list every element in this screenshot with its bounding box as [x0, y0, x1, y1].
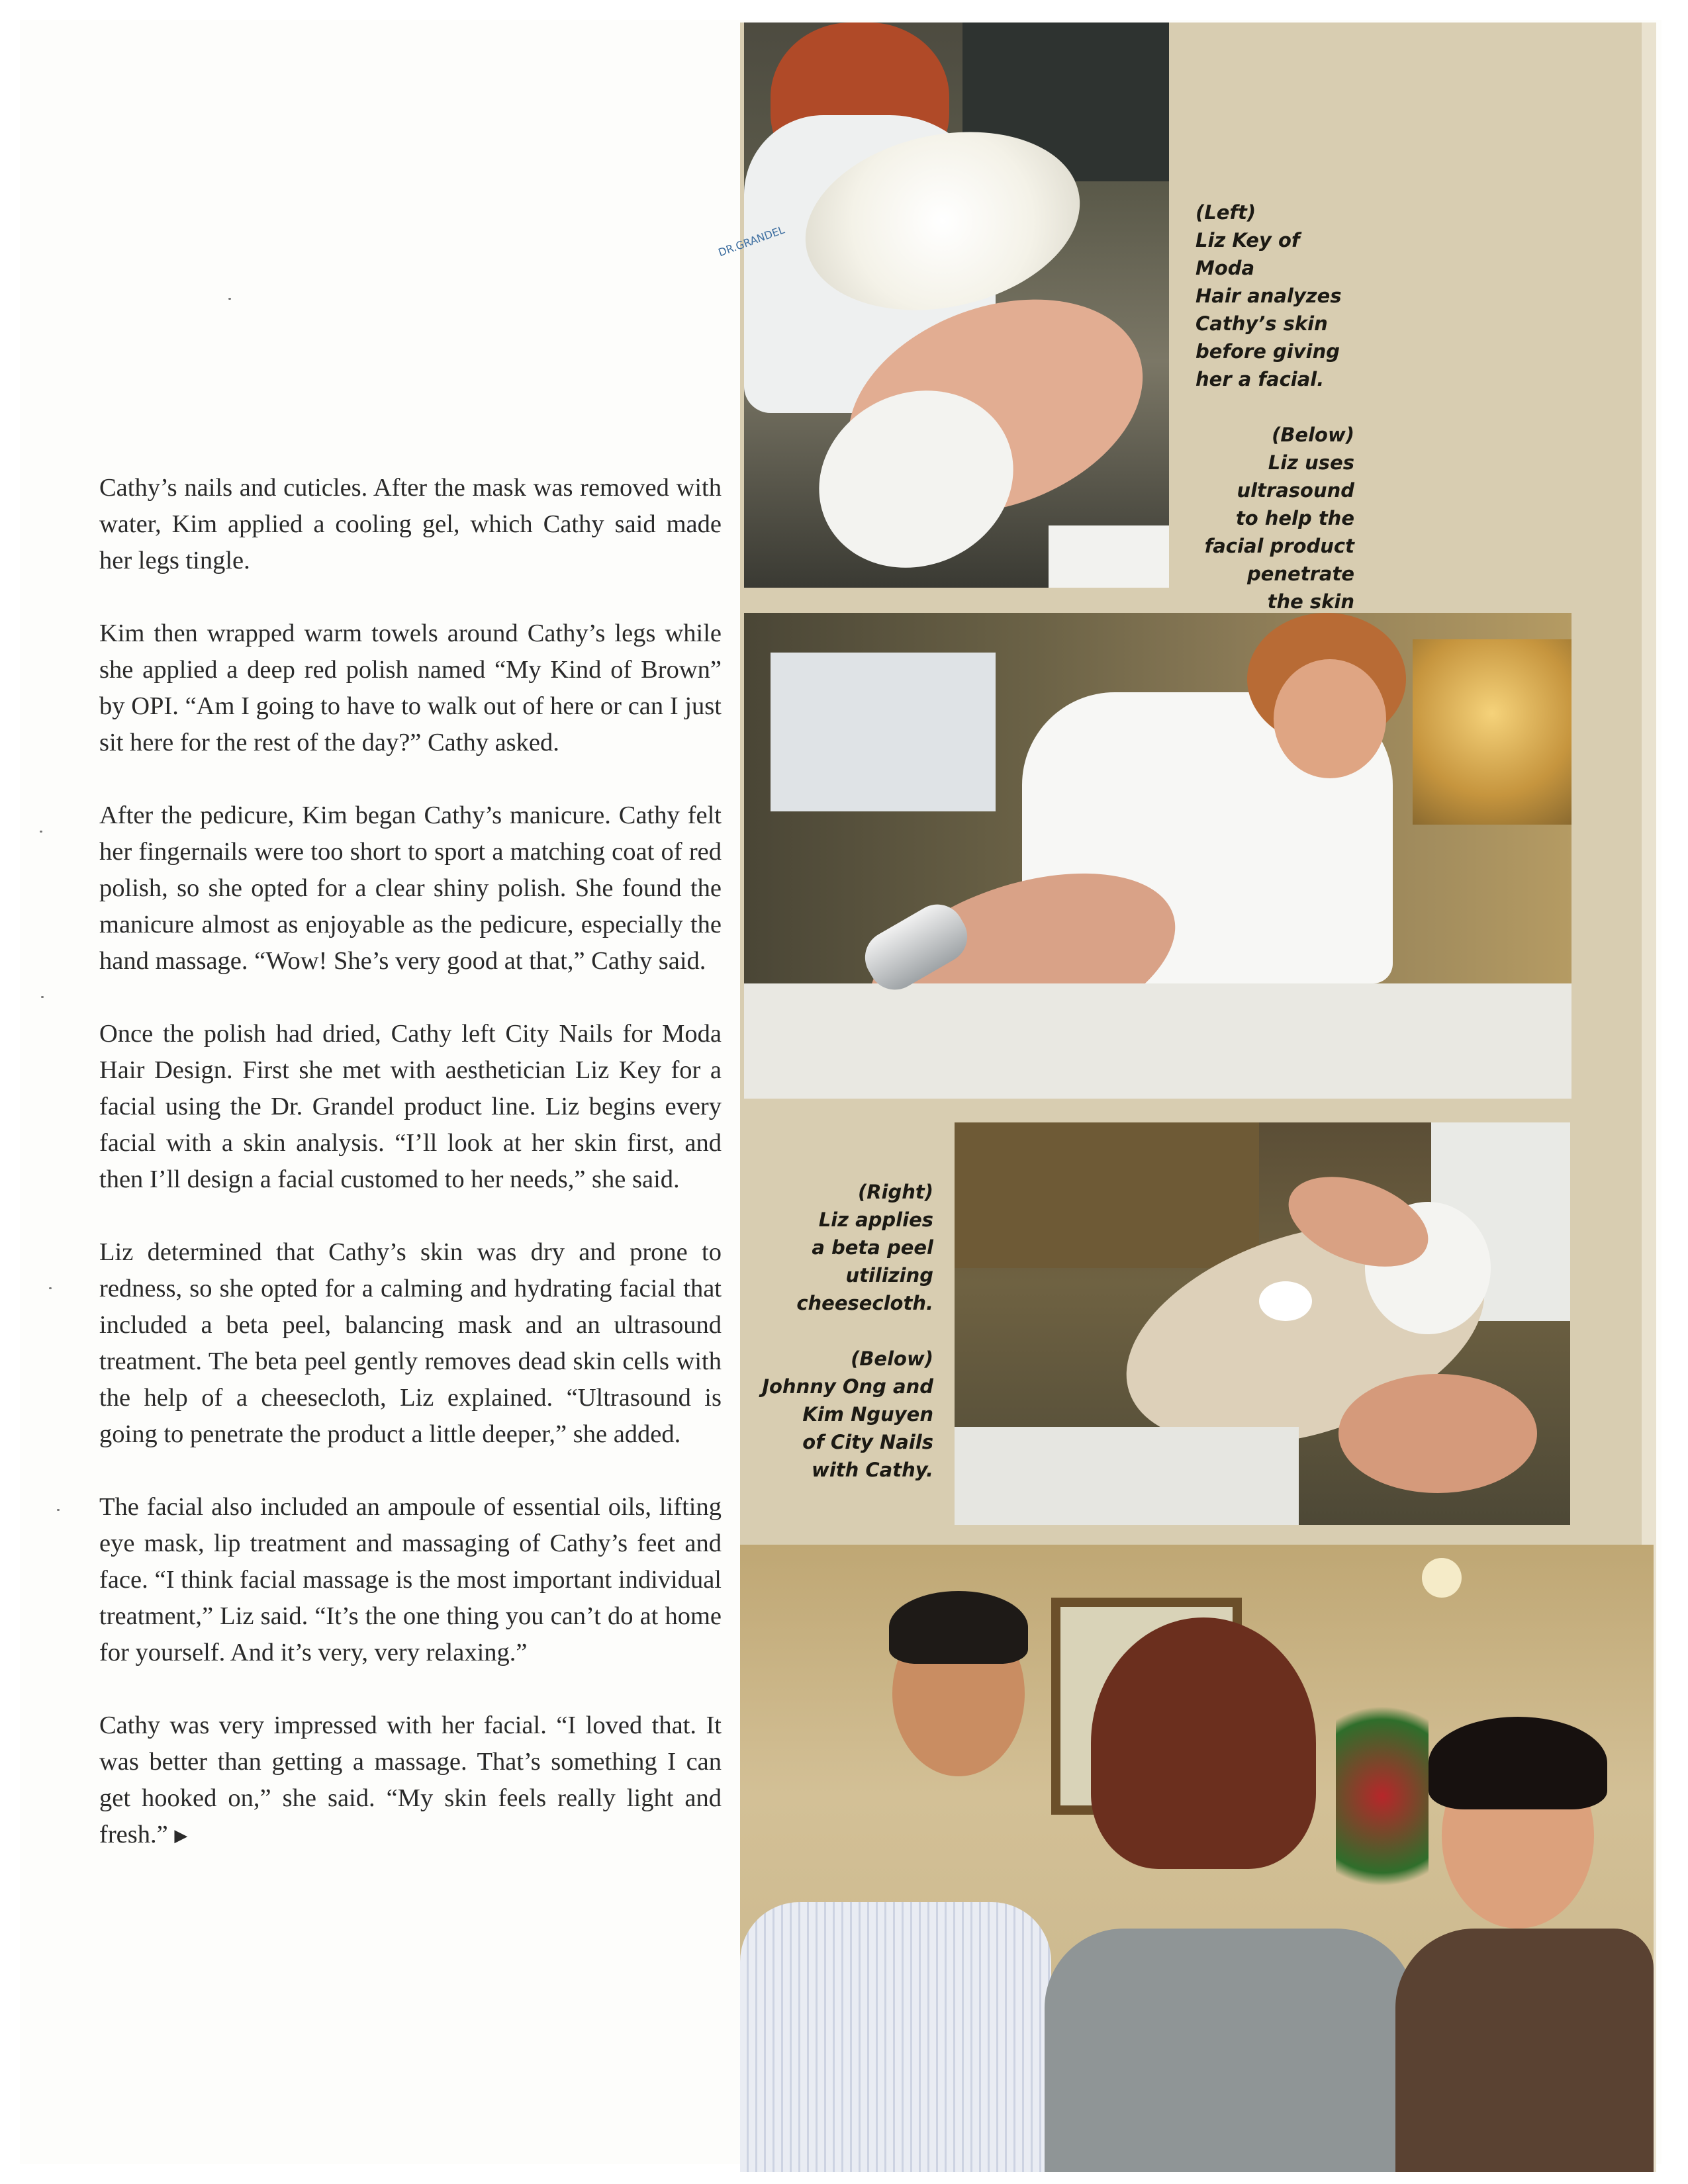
woman-right-hair	[1429, 1717, 1607, 1809]
wall-lamp	[1422, 1558, 1462, 1598]
caption-right: (Right) Liz applies a beta peel utilizing cheesecloth.	[796, 1181, 933, 1314]
paragraph-4: Once the polish had dried, Cathy left City Nails for Moda Hair Design. First she met with aesthetician Liz Key for a facial using the Dr. Grandel product line. Liz begins every facial with a skin analysis. “I’ll look at her skin first, and then I’ll design a facial customed to her needs,” she said.	[99, 1020, 722, 1193]
white-sheet	[1049, 525, 1169, 588]
paragraph-7-text: Cathy was very impressed with her facial. “I loved that. It was better than getting a massage. That’s something I can get hooked on,” she said. “My skin feels really light and fresh.”	[99, 1711, 722, 1848]
eye-pad	[1259, 1281, 1312, 1321]
scan-speck	[41, 996, 44, 998]
product-poster	[1413, 639, 1571, 825]
wall-background	[955, 1122, 1259, 1268]
photo-group-portrait	[740, 1545, 1654, 2172]
man-hair	[889, 1591, 1028, 1664]
product-shelf	[771, 653, 996, 811]
paragraph-7	[99, 1707, 722, 1854]
paragraph-2: Kim then wrapped warm towels around Cathy’s legs while she applied a deep red polish named “My Kind of Brown” by OPI. “Am I going to have to walk out of here or can I just sit here for the rest of the day?” Cathy asked.	[99, 619, 722, 756]
scan-speck	[49, 1287, 52, 1289]
caption-left: (Left) Liz Key of Moda Hair analyzes Cathy’s skin before giving her a facial.	[1196, 201, 1342, 390]
photo-ultrasound	[744, 613, 1571, 1099]
paragraph-5: Liz determined that Cathy’s skin was dry and prone to redness, so she opted for a calming and hydrating facial that included a beta peel, balancing mask and an ultrasound treatment. The beta peel gently removes dead skin cells with the help of a cheesecloth, Liz explained. “Ultrasound is going to penetrate the product a little deeper,” she added.	[99, 1238, 722, 1448]
red-flowers	[1336, 1677, 1429, 1915]
caption-group-top	[1196, 199, 1361, 643]
woman-center-top	[1045, 1929, 1415, 2172]
aesthetician-face	[1274, 659, 1386, 778]
scan-speck	[228, 298, 231, 300]
woman-center-hair	[1091, 1617, 1316, 1869]
caption-below-ultrasound: (Below) Liz uses ultrasound to help the facial product penetrate the skin	[1204, 424, 1354, 613]
article-body	[99, 470, 722, 1854]
caption-below-group: (Below) Johnny Ong and Kim Nguyen of City Nails with Cathy.	[762, 1347, 933, 1481]
woman-right-top	[1395, 1929, 1654, 2172]
white-sheet	[955, 1427, 1299, 1525]
scan-speck	[57, 1509, 60, 1511]
white-sheet	[744, 983, 1571, 1099]
paragraph-1: Cathy’s nails and cuticles. After the mask was removed with water, Kim applied a cooling gel, which Cathy said made her legs tingle.	[99, 474, 722, 574]
paragraph-3: After the pedicure, Kim began Cathy’s manicure. Cathy felt her fingernails were too short to sport a matching coat of red polish, so she opted for a clear shiny polish. She found the manicure almost as enjoyable as the pedicure, especially the hand massage. “Wow! She’s very good at that,” Cathy said.	[99, 801, 722, 975]
paragraph-6: The facial also included an ampoule of essential oils, lifting eye mask, lip treatment and massaging of Cathy’s feet and face. “I think facial massage is the most important individual treatment,” Liz said. “It’s the one thing you can’t do at home for yourself. And it’s very, very relaxing.”	[99, 1493, 722, 1666]
scan-speck	[40, 831, 42, 833]
photo-skin-analysis	[716, 23, 1169, 588]
coat-logo: DR.GRANDEL	[716, 223, 786, 259]
caption-group-middle	[748, 1178, 933, 1512]
hand-bottom	[1338, 1374, 1537, 1493]
photo-beta-peel	[955, 1122, 1570, 1525]
end-of-article-icon: ▶	[174, 1826, 188, 1845]
man-shirt	[740, 1902, 1051, 2172]
